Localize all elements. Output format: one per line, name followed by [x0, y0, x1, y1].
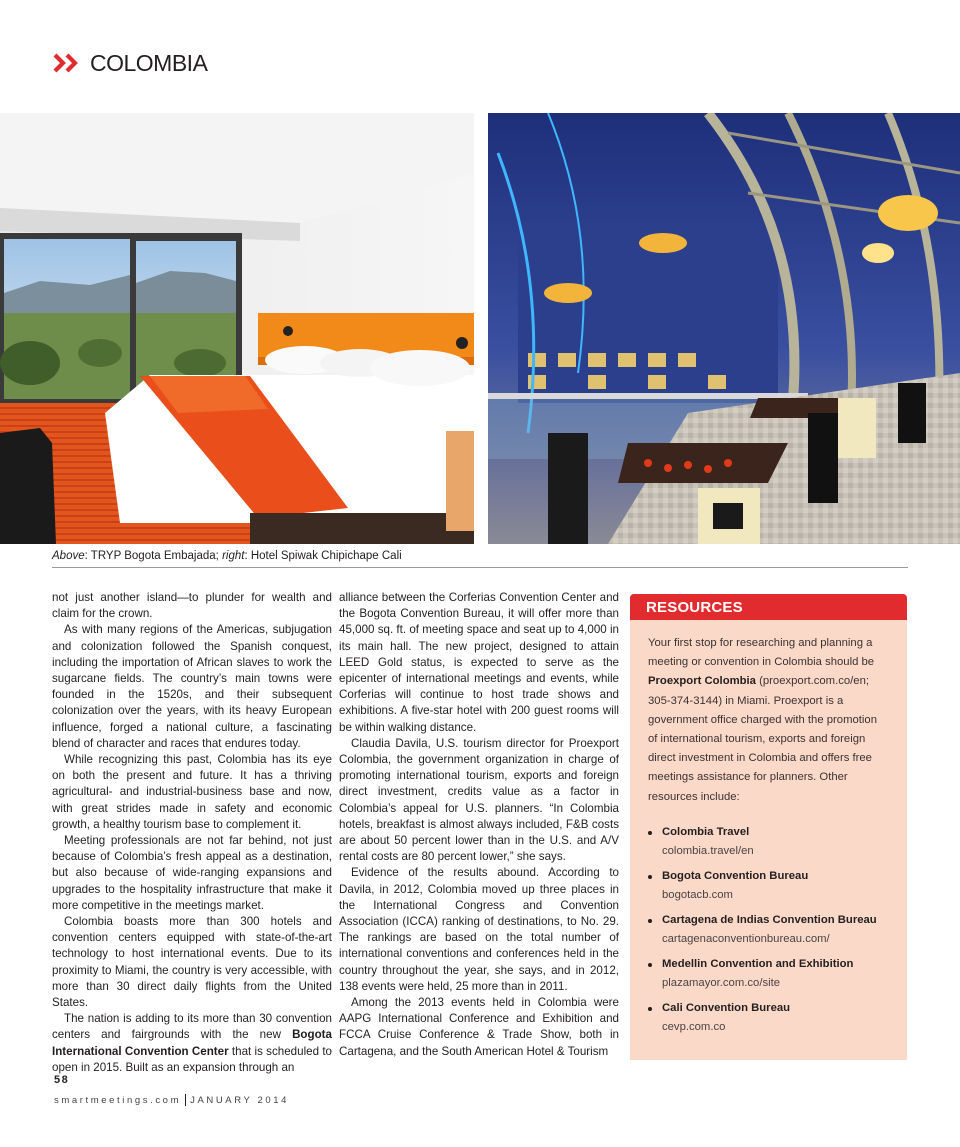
- hotel-bedroom-photo: [0, 113, 474, 544]
- article-column-1: [52, 590, 332, 1076]
- resource-name: Medellin Convention and Exhibition: [662, 957, 854, 970]
- resource-url[interactable]: plazamayor.com.co/site: [662, 976, 781, 989]
- paragraph: [52, 1011, 332, 1076]
- paragraph: As with many regions of the Americas, subjugation and colonization followed the Spanish conquest, including the importation of African slaves to work the sugarcane fields. The country’s main towns were founded in the 1520s, and their subsequent colonization over the years, with its heavy European influence, forged a national culture, a fascinating blend of character and races that endures today.: [52, 623, 332, 750]
- section-header: [52, 48, 207, 78]
- resource-name: Cali Convention Bureau: [662, 1001, 791, 1014]
- intro-text: (proexport.com.co/en; 305-374-3144) in Miami. Proexport is a government office charged with the promotion of international tourism, exports and foreign direct investment in Colombia and offers free meetings assistance for planners. Other resources include:: [648, 675, 877, 803]
- caption-above-text: : TRYP Bogota Embajada;: [84, 550, 223, 562]
- resource-url[interactable]: colombia.travel/en: [662, 844, 754, 857]
- organization-name: Proexport Colombia: [648, 675, 756, 688]
- intro-text: Your first stop for researching and planning a meeting or convention in Colombia should be: [648, 637, 875, 669]
- caption-right-text: : Hotel Spiwak Chipichape Cali: [244, 550, 402, 562]
- resource-name: Colombia Travel: [662, 825, 750, 838]
- footer-issue: JANUARY 2014: [190, 1094, 290, 1106]
- list-item: [648, 955, 889, 993]
- resources-sidebar: [630, 594, 907, 1060]
- paragraph: While recognizing this past, Colombia has its eye on both the present and future. It has a thriving agricultural- and industrial-business base and now, with great strides made in safety and economic growth, a healthy tourism base to complement it.: [52, 753, 332, 831]
- double-chevron-right-icon: [52, 51, 82, 75]
- footer-site: smartmeetings.com: [54, 1094, 182, 1106]
- resource-url[interactable]: cevp.com.co: [662, 1020, 726, 1033]
- paragraph-text: that is scheduled to open in 2015. Built as an expansion through an: [52, 1044, 332, 1074]
- photo-caption: [52, 550, 402, 562]
- paragraph: not just another island—to plunder for wealth and claim for the crown.: [52, 591, 332, 621]
- hotel-restaurant-photo: [488, 113, 960, 544]
- venue-name: Bogota International Convention Center: [52, 1028, 332, 1058]
- page-number: 58: [54, 1074, 70, 1086]
- paragraph: Among the 2013 events held in Colombia were AAPG International Conference and Exhibition and FCCA Cruise Conference & Trade Show, both in Cartagena, and the South American Hotel & Tourism: [339, 996, 619, 1058]
- caption-above-label: Above: [52, 550, 85, 562]
- resource-list: [648, 823, 889, 1037]
- paragraph: Meeting professionals are not far behind, not just because of Colombia’s fresh appeal as a destination, but also because of wide-ranging expansions and upgrades to the hospitality infrastructure that make it more competitive in the meetings market.: [52, 834, 332, 912]
- sidebar-intro: [648, 634, 889, 807]
- paragraph: Evidence of the results abound. According to Davila, in 2012, Colombia moved up three places in the International Congress and Convention Association (ICCA) ranking of destinations, to No. 29. The rankings are based on the total number of international conventions and conferences held in the country throughout the year, she says, and in 2012, 138 events were held, 25 more than in 2011.: [339, 866, 619, 993]
- paragraph: alliance between the Corferias Convention Center and the Bogota Convention Bureau, it will offer more than 45,000 sq. ft. of meeting space and seat up to 4,000 in its main hall. The new project, designed to attain LEED Gold status, is expected to serve as the epicenter of international meetings and events, while Corferias will continue to host trade shows and exhibitions. A five-star hotel with 200 guest rooms will be within walking distance.: [339, 591, 619, 734]
- list-item: [648, 999, 889, 1037]
- sidebar-title: RESOURCES: [630, 594, 907, 620]
- list-item: [648, 823, 889, 861]
- resource-name: Bogota Convention Bureau: [662, 869, 809, 882]
- page-footer: [54, 1094, 289, 1106]
- resource-url[interactable]: bogotacb.com: [662, 888, 733, 901]
- list-item: [648, 911, 889, 949]
- footer-separator: [185, 1094, 186, 1106]
- caption-divider: [52, 567, 908, 568]
- resource-url[interactable]: cartagenaconventionbureau.com/: [662, 932, 830, 945]
- section-title: COLOMBIA: [90, 49, 208, 76]
- paragraph: Colombia boasts more than 300 hotels and convention centers equipped with state-of-the-art technology to host international events. Due to its proximity to Miami, the country is very accessible, with more than 30 direct daily flights from the United States.: [52, 915, 332, 1010]
- caption-right-label: right: [222, 550, 245, 562]
- sidebar-body: [630, 620, 907, 1037]
- article-column-2: [339, 590, 619, 1060]
- list-item: [648, 867, 889, 905]
- paragraph-text: The nation is adding to its more than 30 convention centers and fairgrounds with the new: [52, 1012, 332, 1042]
- paragraph: Claudia Davila, U.S. tourism director for Proexport Colombia, the government organization in charge of promoting international tourism, exports and foreign direct investment, credits value as a factor in Colombia’s appeal for U.S. planners. “In Colombia hotels, breakfast is almost always included, F&B costs are about 50 percent lower than in the U.S. and A/V rental costs are 80 percent lower,” she says.: [339, 736, 619, 864]
- resource-name: Cartagena de Indias Convention Bureau: [662, 913, 877, 926]
